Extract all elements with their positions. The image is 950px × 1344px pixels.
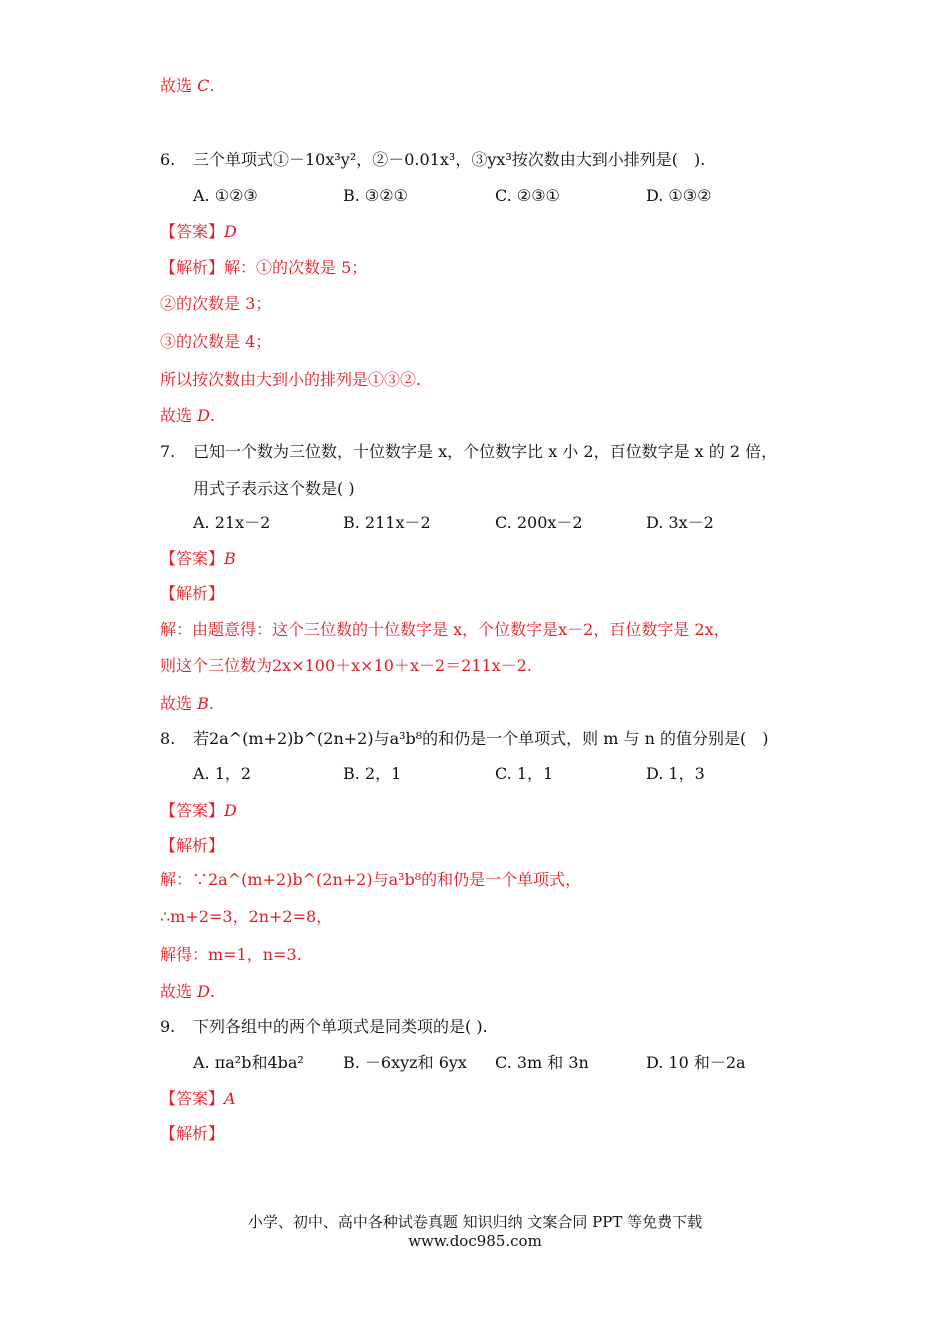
q8-analysis-2: ∴m+2=3，2n+2=8， [160,907,333,926]
q7-option-b: B. 211x－2 [343,513,431,532]
q8-option-b: B. 2，1 [343,764,402,783]
q9-option-c: C. 3m 和 3n [495,1053,589,1072]
q7-conclusion: 故选 B. [160,694,214,713]
q6-option-b: B. ③②① [343,186,408,205]
q6-option-a: A. ①②③ [193,186,258,205]
q8-option-d: D. 1，3 [646,764,705,783]
q7-option-a: A. 21x－2 [193,513,271,532]
q9-stem-row: 9. 下列各组中的两个单项式是同类项的是( ). [160,1017,488,1036]
q7-stem-line2: 用式子表示这个数是( ) [193,479,355,498]
q8-answer: 【答案】D [160,801,237,820]
q7-option-d: D. 3x－2 [646,513,714,532]
q8-stem-row: 8. 若2a^(m+2)b^(2n+2)与a³b⁸的和仍是一个单项式，则 m 与 n 的值分别是( ) [160,729,769,748]
q8-option-c: C. 1，1 [495,764,554,783]
q9-stem: 下列各组中的两个单项式是同类项的是( ). [193,1017,488,1036]
q9-answer: 【答案】A [160,1089,236,1108]
q8-analysis-1: 解：∵2a^(m+2)b^(2n+2)与a³b⁸的和仍是一个单项式， [160,870,582,889]
q9-analysis-label: 【解析】 [160,1124,225,1143]
q7-analysis-2: 则这个三位数为2x×100＋x×10＋x－2＝211x－2. [160,656,532,675]
q6-stem: 三个单项式①－10x³y²，②－0.01x³，③yx³按次数由大到小排列是( ). [193,150,706,169]
q9-option-a: A. πa²b和4ba² [193,1053,304,1072]
q8-analysis-3: 解得：m=1，n=3. [160,945,302,964]
q8-analysis-label: 【解析】 [160,836,225,855]
q8-option-a: A. 1，2 [193,764,252,783]
footer-line-1: 小学、初中、高中各种试卷真题 知识归纳 文案合同 PPT 等免费下载 [247,1213,703,1231]
q6-conclusion: 故选 D. [160,406,216,425]
q6-option-d: D. ①③② [646,186,712,205]
q6-option-c: C. ②③① [495,186,560,205]
q6-analysis-4: 所以按次数由大到小的排列是①③②. [160,370,422,389]
q6-analysis-3: ③的次数是 4； [160,332,272,351]
q6-answer: 【答案】D [160,222,237,241]
q7-option-c: C. 200x－2 [495,513,583,532]
q6-analysis-2: ②的次数是 3； [160,294,272,313]
q7-answer: 【答案】B [160,549,236,568]
q6-analysis-1: 【解析】解：①的次数是 5； [160,258,368,277]
q8-conclusion: 故选 D. [160,982,216,1001]
q8-stem: 若2a^(m+2)b^(2n+2)与a³b⁸的和仍是一个单项式，则 m 与 n 的值分别是( ) [193,729,769,748]
prev-conclusion: 故选 C. [160,76,215,95]
q7-analysis-1: 解：由题意得：这个三位数的十位数字是 x，个位数字是x－2，百位数字是 2x， [160,620,730,639]
footer-url: www.doc985.com [408,1232,542,1250]
q7-stem-row: 7. 已知一个数为三位数，十位数字是 x，个位数字比 x 小 2，百位数字是 x 的 2 倍， [160,442,778,461]
q9-option-d: D. 10 和－2a [646,1053,746,1072]
q7-stem-line1: 已知一个数为三位数，十位数字是 x，个位数字比 x 小 2，百位数字是 x 的 2 倍， [193,442,778,461]
q9-option-b: B. －6xyz和 6yx [343,1053,467,1072]
q7-analysis-label: 【解析】 [160,584,225,603]
